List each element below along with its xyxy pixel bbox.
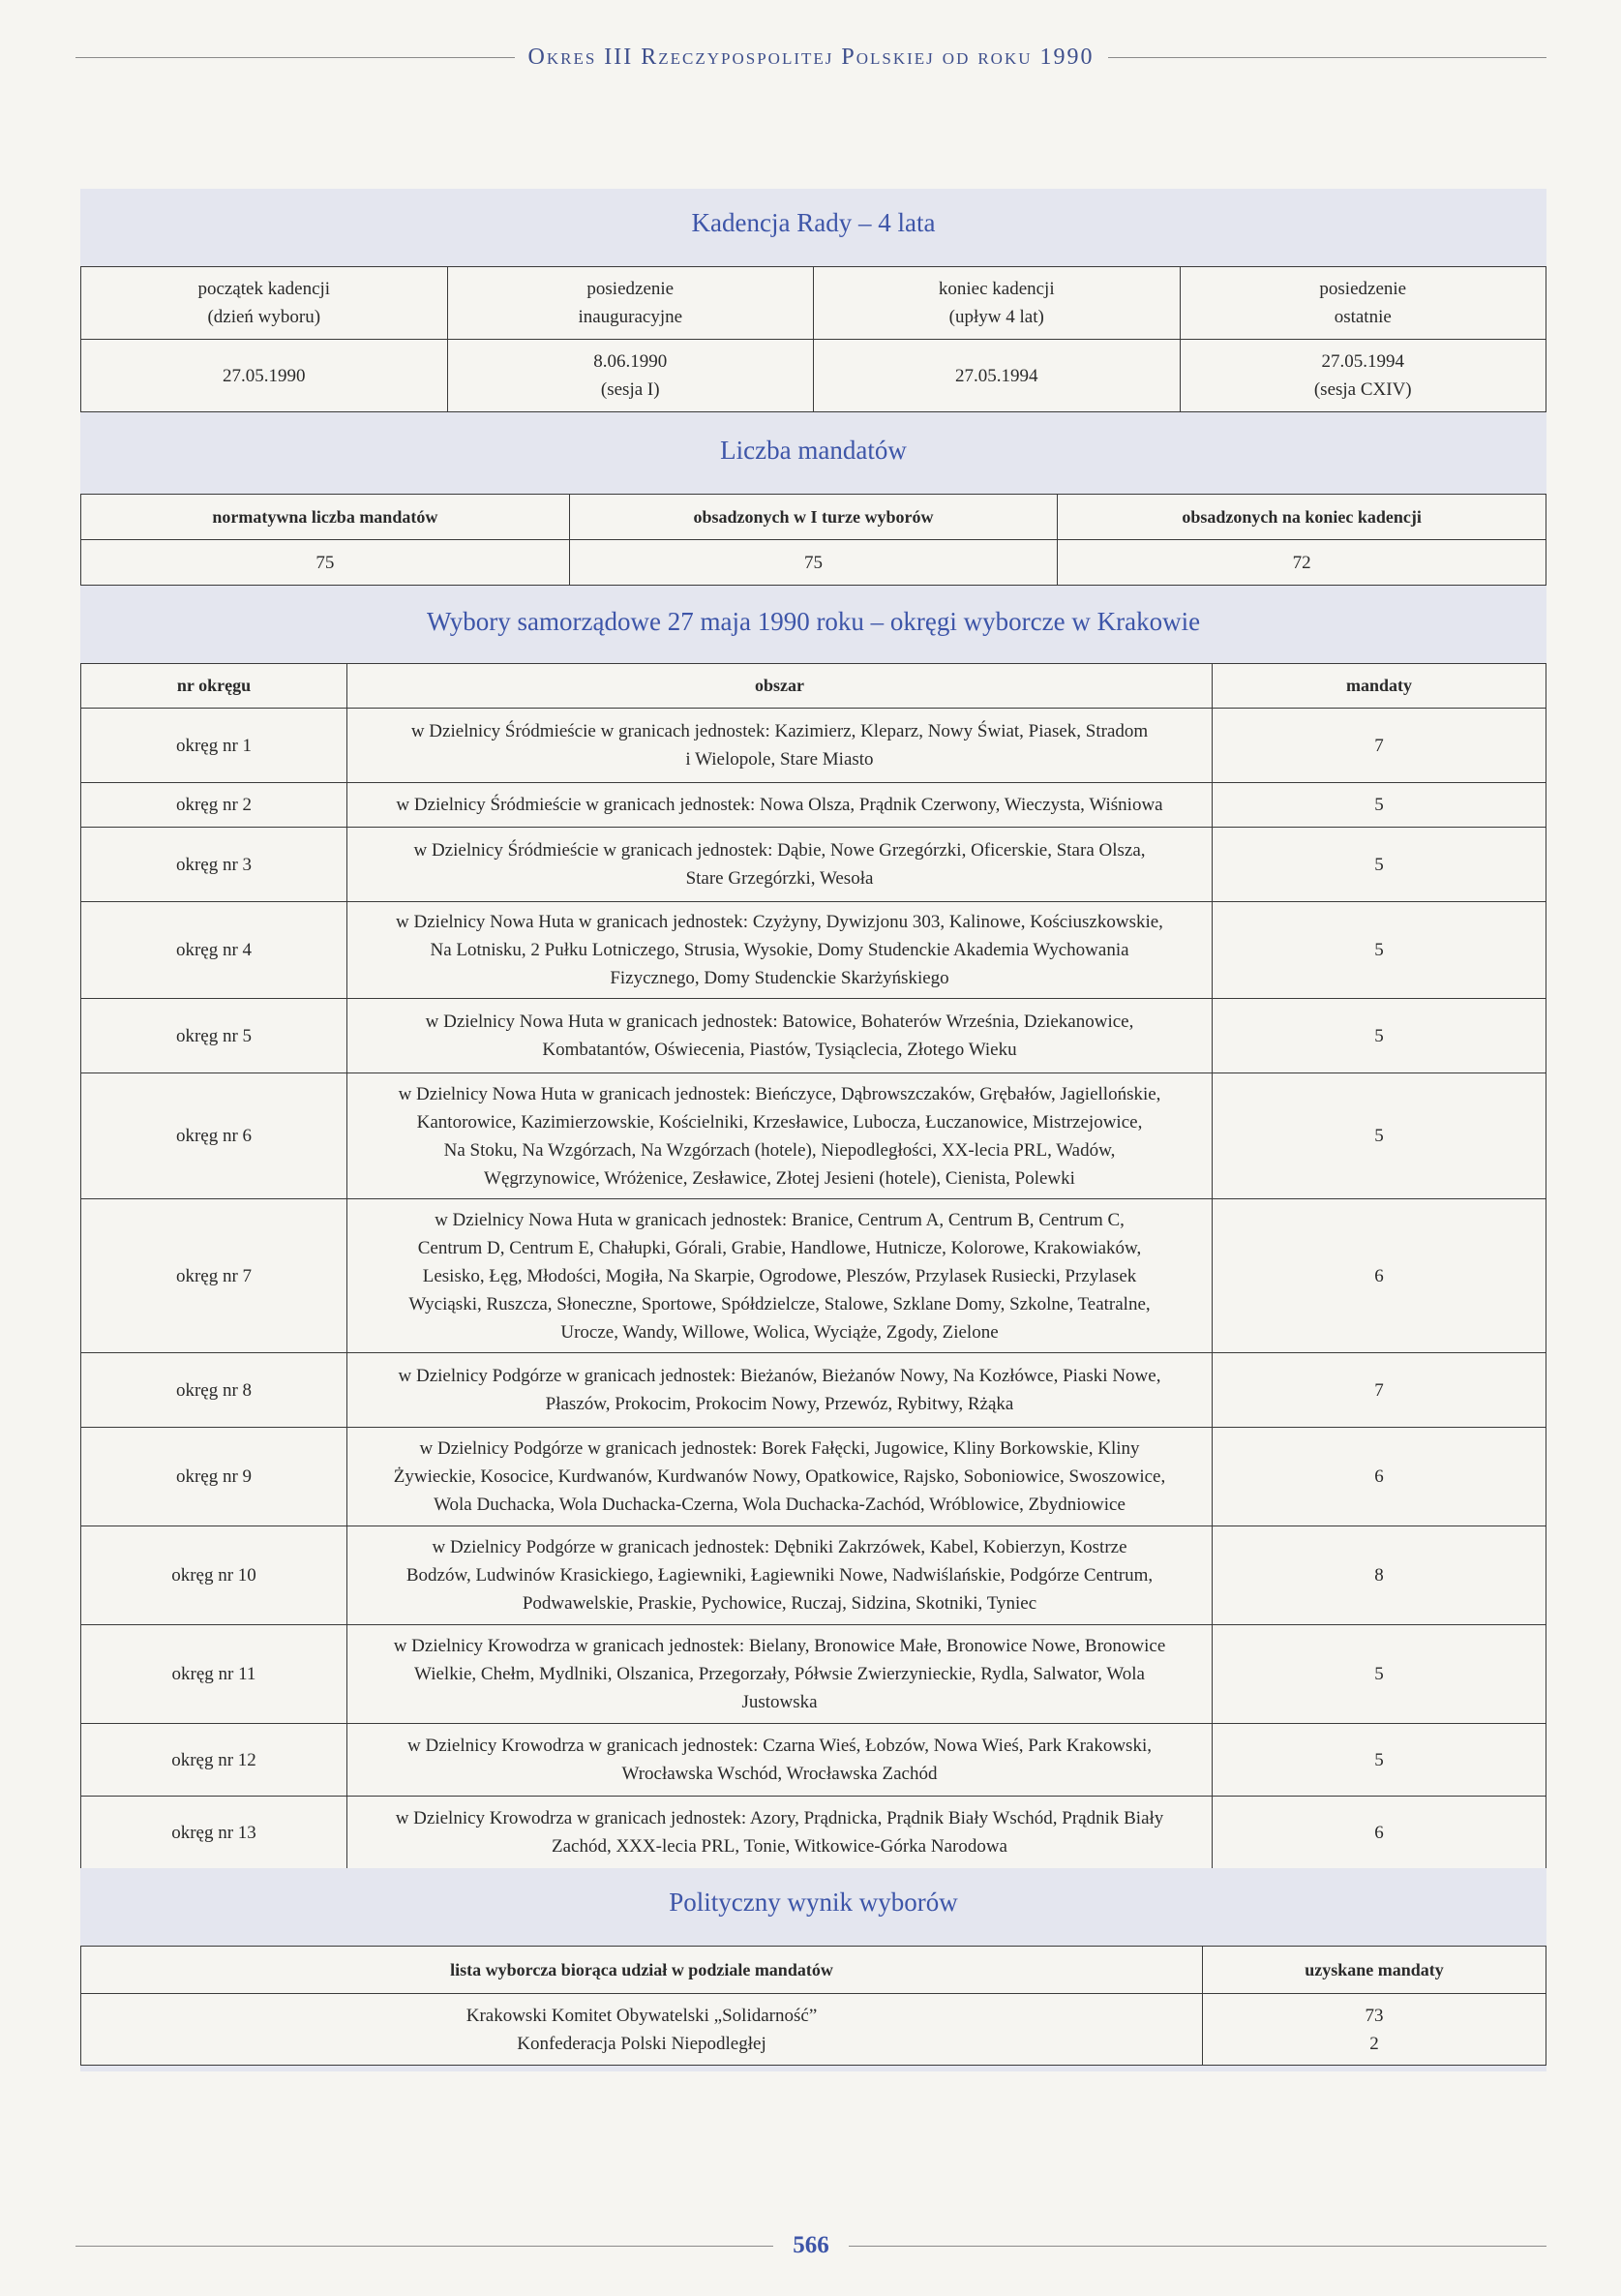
kadencja-header-cell: początek kadencji (dzień wyboru) <box>81 267 448 340</box>
okreg-mandaty-cell: 5 <box>1213 828 1546 902</box>
wynik-lists-cell: Krakowski Komitet Obywatelski „Solidarność” Konfederacja Polski Niepodległej <box>81 1994 1203 2066</box>
kadencja-panel <box>80 189 1546 421</box>
mandaty-value-cell: 75 <box>569 540 1058 586</box>
running-title: Okres III Rzeczypospolitej Polskiej od roku 1990 <box>527 45 1095 70</box>
okregi-title: Wybory samorządowe 27 maja 1990 roku – okręgi wyborcze w Krakowie <box>426 607 1201 636</box>
kadencja-header-cell: posiedzenie inauguracyjne <box>447 267 814 340</box>
okregi-header-cell: nr okręgu <box>81 664 347 709</box>
okregi-header-cell: obszar <box>347 664 1213 709</box>
okreg-nr-cell: okręg nr 12 <box>81 1724 347 1797</box>
kadencja-header-cell: posiedzenie ostatnie <box>1180 267 1546 340</box>
okreg-obszar-cell: w Dzielnicy Krowodrza w granicach jednostek: Czarna Wieś, Łobzów, Nowa Wieś, Park Krakowski, Wrocławska Wschód, Wrocławska Zachód <box>347 1724 1213 1797</box>
header-rule-left <box>75 57 515 58</box>
okreg-nr-cell: okręg nr 11 <box>81 1625 347 1724</box>
okreg-mandaty-cell: 5 <box>1213 783 1546 828</box>
mandaty-header-cell: obsadzonych w I turze wyborów <box>569 495 1058 540</box>
okreg-mandaty-cell: 5 <box>1213 1073 1546 1199</box>
kadencja-value-cell: 27.05.1990 <box>81 340 448 412</box>
okreg-mandaty-cell: 5 <box>1213 902 1546 999</box>
mandaty-header-cell: normatywna liczba mandatów <box>81 495 570 540</box>
okregi-panel <box>80 586 1546 1868</box>
okreg-mandaty-cell: 5 <box>1213 1724 1546 1797</box>
okreg-nr-cell: okręg nr 2 <box>81 783 347 828</box>
okreg-obszar-cell: w Dzielnicy Podgórze w granicach jednostek: Borek Fałęcki, Jugowice, Kliny Borkowskie, Kliny Żywieckie, Kosocice, Kurdwanów, Kurdwanów Nowy, Opatkowice, Rajsko, Soboniowice, Swoszowice, Wola Duchacka, Wola Duchacka-Czerna, Wola Duchacka-Zachód, Wróblowice, Zbydniowice <box>347 1428 1213 1526</box>
okreg-mandaty-cell: 7 <box>1213 1353 1546 1428</box>
wynik-panel <box>80 1868 1546 2071</box>
okreg-nr-cell: okręg nr 9 <box>81 1428 347 1526</box>
kadencja-table <box>80 266 1546 412</box>
mandaty-value-cell: 75 <box>81 540 570 586</box>
wynik-seats-cell: 73 2 <box>1203 1994 1546 2066</box>
okreg-obszar-cell: w Dzielnicy Śródmieście w granicach jednostek: Kazimierz, Kleparz, Nowy Świat, Piasek, Stradom i Wielopole, Stare Miasto <box>347 709 1213 783</box>
okreg-mandaty-cell: 7 <box>1213 709 1546 783</box>
okreg-mandaty-cell: 6 <box>1213 1428 1546 1526</box>
wynik-title: Polityczny wynik wyborów <box>669 1888 958 1917</box>
okreg-obszar-cell: w Dzielnicy Nowa Huta w granicach jednostek: Bieńczyce, Dąbrowszczaków, Grębałów, Jagiellońskie, Kantorowice, Kazimierzowskie, Kościelniki, Krzesławice, Lubocza, Łuczanowice, Mistrzejowice, Na Stoku, Na Wzgórzach, Na Wzgórzach (hotele), Niepodległości, XX-lecia PRL, Wadów, Węgrzynowice, Wróżenice, Zesławice, Złotej Jesieni (hotele), Cienista, Polewki <box>347 1073 1213 1199</box>
wynik-header-cell: uzyskane mandaty <box>1203 1947 1546 1994</box>
wynik-table <box>80 1946 1546 2066</box>
okreg-obszar-cell: w Dzielnicy Nowa Huta w granicach jednostek: Batowice, Bohaterów Września, Dziekanowice, Kombatantów, Oświecenia, Piastów, Tysiąclecia, Złotego Wieku <box>347 999 1213 1073</box>
okreg-obszar-cell: w Dzielnicy Podgórze w granicach jednostek: Dębniki Zakrzówek, Kabel, Kobierzyn, Kostrze Bodzów, Ludwinów Krasickiego, Łagiewniki, Łagiewniki Nowe, Nadwiślańskie, Podgórze Centrum, Podwawelskie, Praskie, Pychowice, Ruczaj, Sidzina, Skotniki, Tyniec <box>347 1526 1213 1625</box>
okreg-obszar-cell: w Dzielnicy Śródmieście w granicach jednostek: Nowa Olsza, Prądnik Czerwony, Wieczysta, Wiśniowa <box>347 783 1213 828</box>
okreg-nr-cell: okręg nr 7 <box>81 1199 347 1353</box>
mandaty-panel <box>80 421 1546 586</box>
okreg-obszar-cell: w Dzielnicy Nowa Huta w granicach jednostek: Czyżyny, Dywizjonu 303, Kalinowe, Kościuszkowskie, Na Lotnisku, 2 Pułku Lotniczego, Strusia, Wysokie, Domy Studenckie Akademia Wychowania Fizycznego, Domy Studenckie Skarżyńskiego <box>347 902 1213 999</box>
mandaty-header-cell: obsadzonych na koniec kadencji <box>1058 495 1546 540</box>
mandaty-table <box>80 494 1546 586</box>
okreg-nr-cell: okręg nr 8 <box>81 1353 347 1428</box>
header-rule-right <box>1108 57 1547 58</box>
okreg-mandaty-cell: 5 <box>1213 999 1546 1073</box>
kadencja-value-cell: 27.05.1994 <box>814 340 1181 412</box>
okreg-mandaty-cell: 6 <box>1213 1199 1546 1353</box>
wynik-header-cell: lista wyborcza biorąca udział w podziale mandatów <box>81 1947 1203 1994</box>
running-header <box>75 45 1546 71</box>
page-number: 566 <box>793 2232 829 2258</box>
kadencja-title: Kadencja Rady – 4 lata <box>691 208 936 237</box>
okregi-table <box>80 663 1546 1869</box>
okreg-obszar-cell: w Dzielnicy Krowodrza w granicach jednostek: Azory, Prądnicka, Prądnik Biały Wschód, Prądnik Biały Zachód, XXX-lecia PRL, Tonie, Witkowice-Górka Narodowa <box>347 1797 1213 1869</box>
okreg-obszar-cell: w Dzielnicy Krowodrza w granicach jednostek: Bielany, Bronowice Małe, Bronowice Nowe, Bronowice Wielkie, Chełm, Mydlniki, Olszanica, Przegorzały, Półwsie Zwierzynieckie, Rydla, Salwator, Wola Justowska <box>347 1625 1213 1724</box>
okreg-nr-cell: okręg nr 1 <box>81 709 347 783</box>
okreg-mandaty-cell: 5 <box>1213 1625 1546 1724</box>
kadencja-header-cell: koniec kadencji (upływ 4 lat) <box>814 267 1181 340</box>
okreg-nr-cell: okręg nr 6 <box>81 1073 347 1199</box>
okreg-obszar-cell: w Dzielnicy Nowa Huta w granicach jednostek: Branice, Centrum A, Centrum B, Centrum C, Centrum D, Centrum E, Chałupki, Górali, Grabie, Handlowe, Hutnicze, Kolorowe, Krakowiaków, Lesisko, Łęg, Młodości, Mogiła, Na Skarpie, Ogrodowe, Pleszów, Przylasek Rusiecki, Przylasek Wyciąski, Ruszcza, Słoneczne, Sportowe, Spółdzielcze, Stalowe, Szklane Domy, Szkolne, Teatralne, Urocze, Wandy, Willowe, Wolica, Wyciąże, Zgody, Zielone <box>347 1199 1213 1353</box>
okreg-mandaty-cell: 6 <box>1213 1797 1546 1869</box>
okreg-obszar-cell: w Dzielnicy Śródmieście w granicach jednostek: Dąbie, Nowe Grzegórzki, Oficerskie, Stara Olsza, Stare Grzegórzki, Wesoła <box>347 828 1213 902</box>
okregi-header-cell: mandaty <box>1213 664 1546 709</box>
page-footer <box>75 2232 1546 2259</box>
mandaty-title: Liczba mandatów <box>720 436 907 465</box>
okreg-nr-cell: okręg nr 10 <box>81 1526 347 1625</box>
footer-rule-right <box>849 2246 1546 2247</box>
footer-rule-left <box>75 2246 773 2247</box>
kadencja-value-cell: 27.05.1994 (sesja CXIV) <box>1180 340 1546 412</box>
okreg-nr-cell: okręg nr 4 <box>81 902 347 999</box>
okreg-obszar-cell: w Dzielnicy Podgórze w granicach jednostek: Bieżanów, Bieżanów Nowy, Na Kozłówce, Piaski Nowe, Płaszów, Prokocim, Prokocim Nowy, Przewóz, Rybitwy, Rżąka <box>347 1353 1213 1428</box>
mandaty-value-cell: 72 <box>1058 540 1546 586</box>
kadencja-value-cell: 8.06.1990 (sesja I) <box>447 340 814 412</box>
okreg-nr-cell: okręg nr 3 <box>81 828 347 902</box>
okreg-mandaty-cell: 8 <box>1213 1526 1546 1625</box>
okreg-nr-cell: okręg nr 5 <box>81 999 347 1073</box>
okreg-nr-cell: okręg nr 13 <box>81 1797 347 1869</box>
